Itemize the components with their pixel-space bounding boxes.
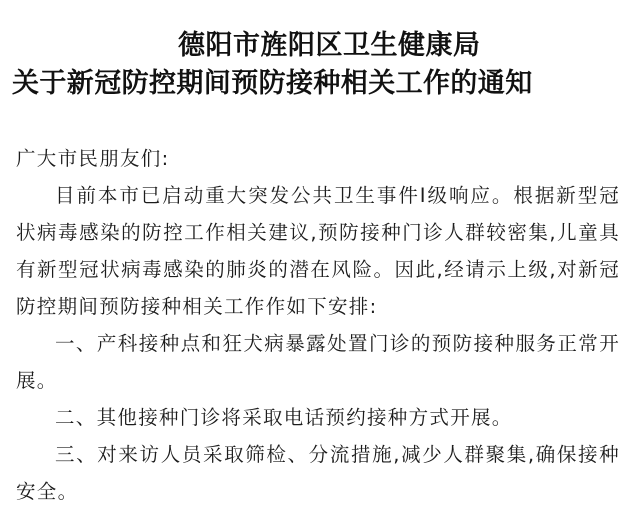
paragraph-item-1: 一、产科接种点和狂犬病暴露处置门诊的预防接种服务正常开展。 — [16, 332, 620, 392]
paragraph-intro: 目前本市已启动重大突发公共卫生事件Ⅰ级响应。根据新型冠状病毒感染的防控工作相关建议,预防接种门诊人群较密集,儿童具有新型冠状病毒感染的肺炎的潜在风险。因此,经请示上级,对新冠防控期间预防接种相关工作作如下安排: — [16, 184, 620, 318]
document-title-subject: 关于新冠防控期间预防接种相关工作的通知 — [12, 68, 533, 99]
paragraph-item-3: 三、对来访人员采取筛检、分流措施,减少人群聚集,确保接种安全。 — [16, 443, 620, 503]
salutation: 广大市民朋友们: — [16, 147, 170, 170]
paragraph-item-2: 二、其他接种门诊将采取电话预约接种方式开展。 — [55, 406, 513, 429]
document-body — [16, 140, 620, 510]
document-title-issuer: 德阳市旌阳区卫生健康局 — [178, 30, 481, 61]
